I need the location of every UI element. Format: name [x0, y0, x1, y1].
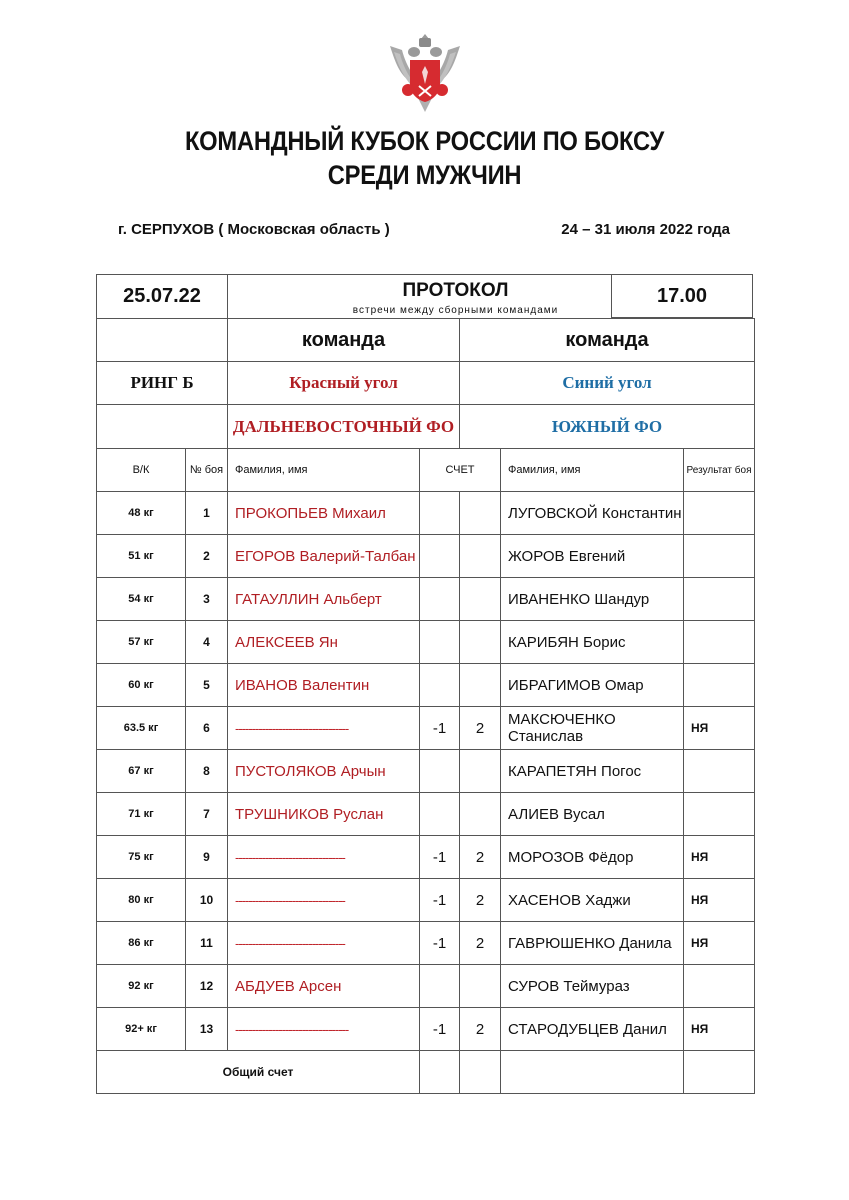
red-boxer-name: ПУСТОЛЯКОВ Арчын: [228, 750, 420, 793]
event-dates: 24 – 31 июля 2022 года: [561, 221, 730, 238]
bout-row: [97, 879, 755, 922]
col-result: Результат боя: [684, 449, 755, 492]
bout-number: 8: [186, 750, 228, 793]
red-total-score: [420, 1051, 460, 1094]
weight-class: 63.5 кг: [97, 707, 186, 750]
red-score: -1: [420, 836, 460, 879]
protocol-date: 25.07.22: [97, 275, 228, 319]
col-blue-name: Фамилия, имя: [501, 449, 684, 492]
bout-row: [97, 664, 755, 707]
bout-number: 3: [186, 578, 228, 621]
blue-score: 2: [460, 879, 501, 922]
bout-result: [684, 492, 755, 535]
bout-number: 2: [186, 535, 228, 578]
bout-row: [97, 793, 755, 836]
bout-result: [684, 535, 755, 578]
bout-result: [684, 750, 755, 793]
red-score: -1: [420, 922, 460, 965]
weight-class: 71 кг: [97, 793, 186, 836]
bout-number: 6: [186, 707, 228, 750]
red-boxer-name: ИВАНОВ Валентин: [228, 664, 420, 707]
red-team-name: ДАЛЬНЕВОСТОЧНЫЙ ФО: [228, 405, 460, 449]
team-label-blue: команда: [460, 319, 755, 362]
red-score: -1: [420, 707, 460, 750]
bout-row: [97, 965, 755, 1008]
bout-result: НЯ: [684, 922, 755, 965]
blue-boxer-name: КАРИБЯН Борис: [501, 621, 684, 664]
bout-number: 4: [186, 621, 228, 664]
protocol-title: ПРОТОКОЛ: [402, 279, 509, 301]
red-boxer-name: АЛЕКСЕЕВ Ян: [228, 621, 420, 664]
weight-class: 75 кг: [97, 836, 186, 879]
blue-boxer-name: МАКСЮЧЕНКО Станислав: [501, 707, 684, 750]
red-boxer-name: ЕГОРОВ Валерий-Талбан: [228, 535, 420, 578]
bout-row: [97, 1008, 755, 1051]
double-headed-eagle-emblem-icon: [384, 28, 466, 116]
blue-score: 2: [460, 707, 501, 750]
weight-class: 92 кг: [97, 965, 186, 1008]
bout-result: НЯ: [684, 707, 755, 750]
weight-class: 92+ кг: [97, 1008, 186, 1051]
blue-score: [460, 492, 501, 535]
red-score: [420, 793, 460, 836]
blue-boxer-name: МОРОЗОВ Фёдор: [501, 836, 684, 879]
red-boxer-name: ----------------------------------: [228, 707, 420, 750]
venue-location: г. СЕРПУХОВ ( Московская область ): [118, 221, 390, 238]
ring-corner-row: [97, 362, 755, 405]
bout-row: [97, 836, 755, 879]
red-boxer-name: ----------------------------------: [228, 1008, 420, 1051]
weight-class: 60 кг: [97, 664, 186, 707]
red-boxer-name: ---------------------------------: [228, 836, 420, 879]
protocol-time-text: 17.00: [656, 284, 708, 307]
column-header-row: [97, 449, 755, 492]
red-boxer-name: АБДУЕВ Арсен: [228, 965, 420, 1008]
bout-number: 9: [186, 836, 228, 879]
red-boxer-name: ---------------------------------: [228, 879, 420, 922]
blue-score: [460, 965, 501, 1008]
weight-class: 51 кг: [97, 535, 186, 578]
protocol-time-overlay: [611, 274, 753, 318]
red-score: [420, 621, 460, 664]
bout-row: [97, 535, 755, 578]
red-corner-label: Красный угол: [228, 362, 460, 405]
bout-protocol-table: [96, 274, 755, 1094]
bout-result: [684, 664, 755, 707]
red-score: [420, 750, 460, 793]
weight-class: 54 кг: [97, 578, 186, 621]
blue-boxer-name: ЛУГОВСКОЙ Константин: [501, 492, 684, 535]
bout-number: 10: [186, 879, 228, 922]
bout-result: НЯ: [684, 879, 755, 922]
bout-number: 7: [186, 793, 228, 836]
bout-row: [97, 922, 755, 965]
col-weight: В/К: [97, 449, 186, 492]
total-blue-cell: [501, 1051, 684, 1094]
total-label: Общий счет: [97, 1051, 420, 1094]
blue-score: [460, 793, 501, 836]
red-boxer-name: ТРУШНИКОВ Руслан: [228, 793, 420, 836]
blue-boxer-name: ХАСЕНОВ Хаджи: [501, 879, 684, 922]
weight-class: 80 кг: [97, 879, 186, 922]
blue-boxer-name: КАРАПЕТЯН Погос: [501, 750, 684, 793]
empty-cell: [97, 405, 228, 449]
bout-number: 1: [186, 492, 228, 535]
bout-result: [684, 578, 755, 621]
blue-boxer-name: АЛИЕВ Вусал: [501, 793, 684, 836]
bout-row: [97, 492, 755, 535]
bout-result: [684, 793, 755, 836]
ring-label: РИНГ Б: [97, 362, 228, 405]
col-bout-no: № боя: [186, 449, 228, 492]
red-score: -1: [420, 1008, 460, 1051]
red-boxer-name: ---------------------------------: [228, 922, 420, 965]
bout-number: 11: [186, 922, 228, 965]
weight-class: 67 кг: [97, 750, 186, 793]
red-score: [420, 535, 460, 578]
bout-result: НЯ: [684, 1008, 755, 1051]
bout-result: [684, 621, 755, 664]
total-row: [97, 1051, 755, 1094]
blue-boxer-name: ИБРАГИМОВ Омар: [501, 664, 684, 707]
blue-score: 2: [460, 922, 501, 965]
team-name-row: [97, 405, 755, 449]
blue-score: [460, 578, 501, 621]
bout-number: 12: [186, 965, 228, 1008]
red-score: -1: [420, 879, 460, 922]
red-score: [420, 578, 460, 621]
blue-score: [460, 621, 501, 664]
col-red-name: Фамилия, имя: [228, 449, 420, 492]
weight-class: 48 кг: [97, 492, 186, 535]
blue-score: [460, 535, 501, 578]
blue-team-name: ЮЖНЫЙ ФО: [460, 405, 755, 449]
blue-score: [460, 664, 501, 707]
red-boxer-name: ГАТАУЛЛИН Альберт: [228, 578, 420, 621]
bout-row: [97, 750, 755, 793]
blue-boxer-name: ИВАНЕНКО Шандур: [501, 578, 684, 621]
red-score: [420, 664, 460, 707]
blue-boxer-name: ГАВРЮШЕНКО Данила: [501, 922, 684, 965]
bout-row: [97, 707, 755, 750]
weight-class: 86 кг: [97, 922, 186, 965]
bout-result: НЯ: [684, 836, 755, 879]
total-result-cell: [684, 1051, 755, 1094]
protocol-subtitle: встречи между сборными командами: [352, 304, 559, 316]
document-title-line2: СРЕДИ МУЖЧИН: [327, 160, 522, 190]
document-title-line1: КОМАНДНЫЙ КУБОК РОССИИ ПО БОКСУ: [184, 126, 665, 156]
blue-score: [460, 750, 501, 793]
blue-score: 2: [460, 836, 501, 879]
red-boxer-name: ПРОКОПЬЕВ Михаил: [228, 492, 420, 535]
bout-row: [97, 578, 755, 621]
blue-total-score: [460, 1051, 501, 1094]
red-score: [420, 965, 460, 1008]
blue-score: 2: [460, 1008, 501, 1051]
bout-number: 13: [186, 1008, 228, 1051]
red-score: [420, 492, 460, 535]
bout-number: 5: [186, 664, 228, 707]
col-score: СЧЕТ: [420, 449, 501, 492]
weight-class: 57 кг: [97, 621, 186, 664]
bout-row: [97, 621, 755, 664]
team-label-red: команда: [228, 319, 460, 362]
bout-result: [684, 965, 755, 1008]
empty-cell: [97, 319, 228, 362]
team-label-row: [97, 319, 755, 362]
blue-boxer-name: СТАРОДУБЦЕВ Данил: [501, 1008, 684, 1051]
blue-boxer-name: СУРОВ Теймураз: [501, 965, 684, 1008]
blue-boxer-name: ЖОРОВ Евгений: [501, 535, 684, 578]
blue-corner-label: Синий угол: [460, 362, 755, 405]
